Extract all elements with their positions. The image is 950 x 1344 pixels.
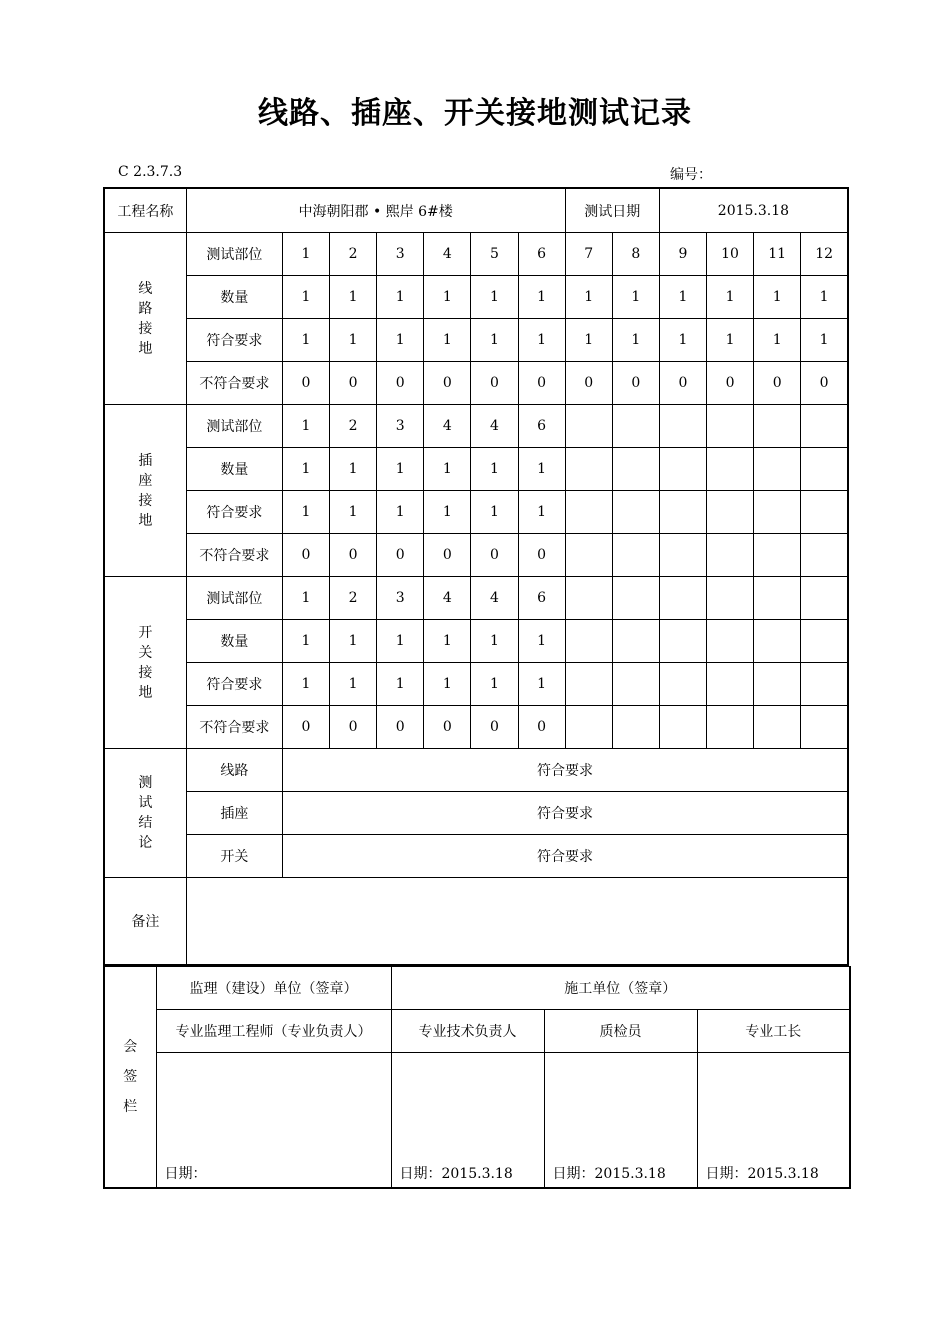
- table-cell: 0: [659, 362, 706, 405]
- table-cell: 0: [424, 706, 471, 749]
- table-cell: 6: [518, 577, 565, 620]
- table-row: [104, 362, 848, 405]
- table-cell: 0: [282, 362, 329, 405]
- table-cell: [565, 534, 612, 577]
- table-cell: 0: [706, 362, 753, 405]
- table-cell: 1: [282, 319, 329, 362]
- table-cell: [659, 620, 706, 663]
- remark-value[interactable]: [186, 878, 848, 966]
- table-cell: 1: [330, 319, 377, 362]
- page-title: 线路、插座、开关接地测试记录: [258, 96, 692, 131]
- table-cell: [706, 534, 753, 577]
- table-cell: [801, 448, 848, 491]
- signature-table: [103, 966, 851, 1189]
- table-cell: 1: [330, 491, 377, 534]
- table-row: [104, 491, 848, 534]
- table-cell: 1: [282, 448, 329, 491]
- table-cell: 1: [754, 276, 801, 319]
- table-cell: 1: [282, 233, 329, 276]
- remark-row: [104, 878, 848, 966]
- table-cell: [565, 663, 612, 706]
- form-code: C 2.3.7.3: [118, 164, 183, 180]
- section-label: 开 关 接 地: [104, 577, 186, 749]
- row-label: 不符合要求: [186, 362, 282, 405]
- table-cell: 1: [330, 276, 377, 319]
- table-cell: [565, 577, 612, 620]
- table-cell: 1: [706, 319, 753, 362]
- table-cell: 1: [518, 448, 565, 491]
- table-cell: [706, 491, 753, 534]
- sign-date-quality: 日期：2015.3.18: [544, 1053, 697, 1189]
- table-cell: 0: [330, 534, 377, 577]
- table-cell: 3: [377, 233, 424, 276]
- table-cell: [754, 534, 801, 577]
- test-date-label: 测试日期: [565, 188, 659, 233]
- table-cell: [754, 663, 801, 706]
- table-cell: 1: [424, 319, 471, 362]
- table-row: [104, 577, 848, 620]
- row-label: 测试部位: [186, 405, 282, 448]
- table-cell: 1: [282, 491, 329, 534]
- table-cell: 0: [518, 534, 565, 577]
- table-cell: 3: [377, 405, 424, 448]
- table-row: [104, 448, 848, 491]
- table-cell: 0: [424, 362, 471, 405]
- table-cell: [801, 706, 848, 749]
- role-technical-lead: 专业技术负责人: [391, 1010, 544, 1053]
- conclusion-row: [104, 792, 848, 835]
- table-row: [104, 276, 848, 319]
- table-cell: 1: [282, 577, 329, 620]
- conclusion-row: [104, 835, 848, 878]
- table-cell: [659, 405, 706, 448]
- table-cell: 1: [377, 620, 424, 663]
- section-label: 插 座 接 地: [104, 405, 186, 577]
- conclusion-item-label: 线路: [186, 749, 282, 792]
- table-cell: 0: [282, 706, 329, 749]
- table-cell: 1: [377, 663, 424, 706]
- construction-unit-label: 施工单位（签章）: [391, 967, 850, 1010]
- table-cell: 0: [518, 362, 565, 405]
- signature-section-label: [104, 967, 156, 1189]
- row-label: 符合要求: [186, 663, 282, 706]
- table-cell: 0: [377, 706, 424, 749]
- table-cell: 1: [471, 448, 518, 491]
- project-name-label: 工程名称: [104, 188, 186, 233]
- table-cell: 10: [706, 233, 753, 276]
- row-label: 数量: [186, 448, 282, 491]
- table-cell: [612, 706, 659, 749]
- table-cell: [801, 534, 848, 577]
- row-label: 数量: [186, 620, 282, 663]
- table-cell: 4: [424, 233, 471, 276]
- header-row: [104, 188, 848, 233]
- table-cell: 2: [330, 233, 377, 276]
- table-cell: 1: [659, 319, 706, 362]
- table-cell: 1: [471, 663, 518, 706]
- table-cell: 1: [330, 663, 377, 706]
- table-cell: [565, 491, 612, 534]
- table-cell: 1: [565, 319, 612, 362]
- row-label: 符合要求: [186, 319, 282, 362]
- table-cell: 1: [282, 405, 329, 448]
- table-cell: 0: [565, 362, 612, 405]
- table-cell: [706, 620, 753, 663]
- table-cell: 1: [612, 276, 659, 319]
- table-cell: 4: [424, 577, 471, 620]
- table-cell: 4: [471, 405, 518, 448]
- test-record-table: [103, 187, 849, 966]
- table-cell: 0: [330, 362, 377, 405]
- table-cell: 2: [330, 405, 377, 448]
- table-cell: 1: [565, 276, 612, 319]
- table-cell: [612, 405, 659, 448]
- table-cell: 1: [518, 663, 565, 706]
- table-cell: 1: [471, 319, 518, 362]
- table-cell: [754, 491, 801, 534]
- table-cell: 1: [518, 276, 565, 319]
- table-cell: 0: [377, 362, 424, 405]
- table-cell: 9: [659, 233, 706, 276]
- table-row: [104, 620, 848, 663]
- table-cell: [706, 706, 753, 749]
- table-cell: 0: [424, 534, 471, 577]
- table-cell: 1: [377, 491, 424, 534]
- table-cell: 7: [565, 233, 612, 276]
- table-cell: [706, 405, 753, 448]
- table-cell: 5: [471, 233, 518, 276]
- table-cell: [565, 405, 612, 448]
- role-foreman: 专业工长: [697, 1010, 850, 1053]
- row-label: 不符合要求: [186, 706, 282, 749]
- table-cell: 1: [282, 276, 329, 319]
- table-cell: 1: [377, 319, 424, 362]
- table-cell: 4: [424, 405, 471, 448]
- role-quality-inspector: 质检员: [544, 1010, 697, 1053]
- table-cell: [706, 577, 753, 620]
- table-cell: [659, 491, 706, 534]
- table-cell: 6: [518, 233, 565, 276]
- table-cell: 1: [330, 620, 377, 663]
- row-label: 不符合要求: [186, 534, 282, 577]
- table-cell: [754, 448, 801, 491]
- supervision-unit-label: 监理（建设）单位（签章）: [156, 967, 391, 1010]
- signature-label-text: 会 签 栏: [123, 1039, 138, 1115]
- table-cell: 1: [424, 620, 471, 663]
- table-cell: [801, 405, 848, 448]
- table-cell: 1: [471, 276, 518, 319]
- table-cell: 1: [424, 663, 471, 706]
- conclusion-value: 符合要求: [282, 835, 848, 878]
- table-cell: [801, 663, 848, 706]
- table-cell: 1: [801, 319, 848, 362]
- table-cell: [754, 577, 801, 620]
- table-cell: 0: [471, 362, 518, 405]
- section-label: 线 路 接 地: [104, 233, 186, 405]
- table-cell: 0: [471, 534, 518, 577]
- table-cell: [659, 706, 706, 749]
- sign-date-foreman: 日期：2015.3.18: [697, 1053, 850, 1189]
- table-cell: 1: [471, 620, 518, 663]
- table-cell: 0: [330, 706, 377, 749]
- table-cell: 1: [518, 319, 565, 362]
- table-cell: [801, 620, 848, 663]
- row-label: 数量: [186, 276, 282, 319]
- conclusion-item-label: 插座: [186, 792, 282, 835]
- conclusion-row: [104, 749, 848, 792]
- row-label: 测试部位: [186, 577, 282, 620]
- table-cell: 1: [282, 663, 329, 706]
- table-cell: [754, 620, 801, 663]
- table-cell: [754, 706, 801, 749]
- table-cell: [659, 534, 706, 577]
- table-cell: 8: [612, 233, 659, 276]
- table-cell: 11: [754, 233, 801, 276]
- table-cell: [612, 577, 659, 620]
- table-cell: 12: [801, 233, 848, 276]
- table-cell: 0: [754, 362, 801, 405]
- table-cell: 0: [377, 534, 424, 577]
- table-cell: 1: [424, 448, 471, 491]
- table-row: [104, 534, 848, 577]
- serial-number-label: 编号：: [670, 167, 712, 183]
- table-cell: 1: [377, 276, 424, 319]
- table-cell: [754, 405, 801, 448]
- table-row: [104, 663, 848, 706]
- table-cell: 1: [377, 448, 424, 491]
- table-cell: 1: [330, 448, 377, 491]
- table-cell: [612, 534, 659, 577]
- table-row: [104, 319, 848, 362]
- role-supervising-engineer: 专业监理工程师（专业负责人）: [156, 1010, 391, 1053]
- table-cell: 1: [518, 620, 565, 663]
- conclusion-value: 符合要求: [282, 749, 848, 792]
- table-cell: 1: [518, 491, 565, 534]
- remark-label: 备注: [104, 878, 186, 966]
- table-cell: 1: [754, 319, 801, 362]
- project-name-value: 中海朝阳郡 • 熙岸 6#楼: [186, 188, 565, 233]
- test-date-value: 2015.3.18: [659, 188, 848, 233]
- table-cell: 3: [377, 577, 424, 620]
- table-cell: 2: [330, 577, 377, 620]
- table-cell: 1: [282, 620, 329, 663]
- table-cell: [565, 620, 612, 663]
- sign-date-supervision: 日期：: [156, 1053, 391, 1189]
- table-cell: [612, 663, 659, 706]
- table-cell: 1: [612, 319, 659, 362]
- table-cell: 0: [518, 706, 565, 749]
- table-cell: 0: [801, 362, 848, 405]
- sign-date-technical: 日期：2015.3.18: [391, 1053, 544, 1189]
- table-row: [104, 405, 848, 448]
- table-row: [104, 706, 848, 749]
- conclusion-label: 测 试 结 论: [104, 749, 186, 878]
- table-cell: 6: [518, 405, 565, 448]
- table-cell: 0: [471, 706, 518, 749]
- table-cell: 0: [612, 362, 659, 405]
- conclusion-value: 符合要求: [282, 792, 848, 835]
- table-cell: 1: [659, 276, 706, 319]
- table-cell: [706, 448, 753, 491]
- table-cell: [801, 491, 848, 534]
- table-cell: [612, 491, 659, 534]
- table-cell: 1: [424, 276, 471, 319]
- table-cell: [659, 577, 706, 620]
- row-label: 符合要求: [186, 491, 282, 534]
- table-cell: 1: [801, 276, 848, 319]
- table-cell: [612, 448, 659, 491]
- table-cell: [659, 663, 706, 706]
- table-cell: 1: [471, 491, 518, 534]
- table-cell: 0: [282, 534, 329, 577]
- table-cell: [565, 706, 612, 749]
- table-cell: [659, 448, 706, 491]
- table-cell: [612, 620, 659, 663]
- table-cell: 1: [424, 491, 471, 534]
- table-cell: 1: [706, 276, 753, 319]
- conclusion-item-label: 开关: [186, 835, 282, 878]
- table-cell: [706, 663, 753, 706]
- table-cell: [565, 448, 612, 491]
- row-label: 测试部位: [186, 233, 282, 276]
- table-row: [104, 233, 848, 276]
- table-cell: 4: [471, 577, 518, 620]
- table-cell: [801, 577, 848, 620]
